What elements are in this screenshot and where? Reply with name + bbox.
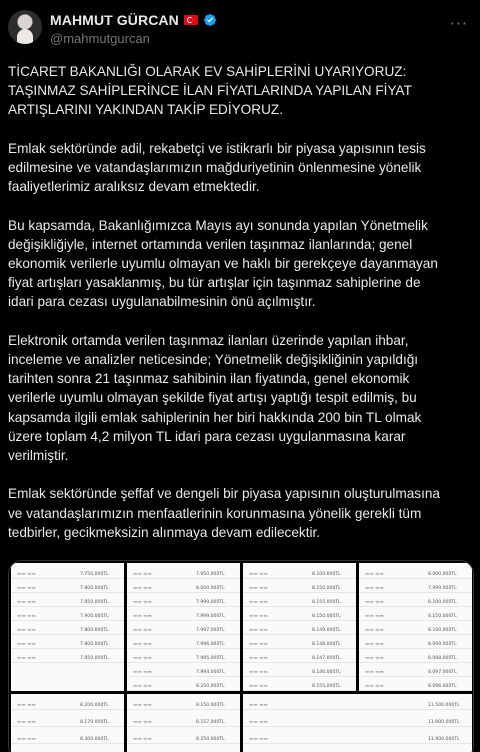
sheet-price-cell: 8.146.000TL — [312, 670, 341, 675]
author-name[interactable]: MAHMUT GÜRCAN — [50, 12, 179, 28]
sheet-row-divider — [11, 592, 124, 593]
media-image[interactable] — [11, 694, 124, 752]
sheet-price-cell: 11.500.000TL — [428, 703, 460, 708]
sheet-date-cell: ▬▬ ▬▬ — [249, 720, 268, 725]
sheet-row-divider — [359, 690, 472, 691]
sheet-price-cell: 8.100.000TL — [312, 572, 341, 577]
sheet-row-divider — [127, 743, 240, 744]
sheet-date-cell: ▬▬ ▬▬ — [17, 572, 36, 577]
media-image[interactable] — [11, 563, 124, 691]
media-image[interactable] — [127, 563, 240, 691]
sheet-row-divider — [127, 662, 240, 663]
sheet-date-cell: ▬▬ ▬▬ — [133, 703, 152, 708]
sheet-row-divider — [243, 634, 356, 635]
sheet-date-cell: ▬▬ ▬▬ — [249, 586, 268, 591]
tweet-text — [8, 62, 474, 561]
sheet-date-cell: ▬▬ ▬▬ — [17, 737, 36, 742]
sheet-price-cell: 11.900.000TL — [428, 737, 460, 742]
sheet-price-cell: 7.950.000TL — [196, 572, 225, 577]
sheet-date-cell: ▬▬ ▬▬ — [365, 614, 384, 619]
sheet-price-cell: 7.750.000TL — [80, 572, 109, 577]
sheet-price-cell: 7.994.000TL — [196, 670, 225, 675]
sheet-price-cell: 7.997.000TL — [196, 628, 225, 633]
sheet-date-cell: ▬▬ ▬▬ — [365, 600, 384, 605]
sheet-date-cell: ▬▬ ▬▬ — [249, 600, 268, 605]
sheet-date-cell: ▬▬ ▬▬ — [133, 720, 152, 725]
turkey-flag-icon — [184, 15, 198, 25]
sheet-row-divider — [243, 743, 472, 744]
tweet-paragraph: Emlak sektöründe şeffaf ve dengeli bir piyasa yapısının oluşturulmasına ve vatandaşlarımızın menfaatlerinin korunmasına yönelik gerekli tüm tedbirler, gecikmeksizin alınmaya devam edilecektir. — [8, 486, 440, 540]
sheet-price-cell: 7.850.000TL — [80, 656, 109, 661]
sheet-row-divider — [11, 709, 124, 710]
sheet-date-cell: ▬▬ ▬▬ — [249, 614, 268, 619]
sheet-row-divider — [243, 709, 472, 710]
sheet-price-cell: 8.100.000TL — [428, 600, 457, 605]
sheet-price-cell: 7.999.000TL — [428, 586, 457, 591]
sheet-price-cell: 8.170.000TL — [80, 720, 109, 725]
media-image[interactable] — [127, 694, 240, 752]
sheet-row-divider — [11, 726, 124, 727]
sheet-price-cell: 8.150.000TL — [312, 614, 341, 619]
sheet-date-cell: ▬▬ ▬▬ — [249, 684, 268, 689]
sheet-price-cell: 7.995.000TL — [196, 656, 225, 661]
sheet-date-cell: ▬▬ ▬▬ — [365, 572, 384, 577]
sheet-date-cell: ▬▬ ▬▬ — [17, 600, 36, 605]
sheet-date-cell: ▬▬ ▬▬ — [133, 628, 152, 633]
author-name-row — [50, 12, 217, 28]
sheet-row-divider — [243, 606, 356, 607]
sheet-date-cell: ▬▬ ▬▬ — [133, 586, 152, 591]
sheet-price-cell: 8.200.000TL — [80, 703, 109, 708]
tweet-paragraph: TİCARET BAKANLIĞI OLARAK EV SAHİPLERİNİ UYARIYORUZ: TAŞINMAZ SAHİPLERİNCE İLAN FİYATLARINDA YAPILAN FİYAT ARTIŞLARINI YAKINDAN TAKİP EDİYORUZ. — [8, 64, 412, 118]
sheet-price-cell: 8.150.000TL — [428, 614, 457, 619]
sheet-price-cell: 11.900.000TL — [428, 720, 460, 725]
sheet-price-cell: 8.100.000TL — [428, 628, 457, 633]
sheet-date-cell: ▬▬ ▬▬ — [365, 684, 384, 689]
tweet-header — [0, 0, 480, 52]
sheet-date-cell: ▬▬ ▬▬ — [365, 628, 384, 633]
sheet-date-cell: ▬▬ ▬▬ — [133, 600, 152, 605]
sheet-date-cell: ▬▬ ▬▬ — [17, 656, 36, 661]
sheet-price-cell: 8.097.000TL — [428, 670, 457, 675]
more-options-icon[interactable]: ··· — [449, 14, 468, 33]
sheet-row-divider — [243, 676, 356, 677]
sheet-row-divider — [359, 606, 472, 607]
sheet-price-cell: 8.150.000TL — [196, 703, 225, 708]
sheet-row-divider — [11, 743, 124, 744]
sheet-date-cell: ▬▬ ▬▬ — [133, 572, 152, 577]
sheet-row-divider — [243, 726, 472, 727]
tweet-paragraph: Emlak sektöründe adil, rekabetçi ve istikrarlı bir piyasa yapısının tesis edilmesine ve vatandaşlarımızın mağduriyetinin önlenmesine yönelik faaliyetlerimiz aralıksız devam etmektedir. — [8, 140, 426, 195]
sheet-row-divider — [127, 690, 240, 691]
sheet-row-divider — [127, 606, 240, 607]
sheet-row-divider — [11, 606, 124, 607]
sheet-row-divider — [359, 676, 472, 677]
sheet-row-divider — [127, 676, 240, 677]
sheet-date-cell: ▬▬ ▬▬ — [133, 737, 152, 742]
sheet-date-cell: ▬▬ ▬▬ — [17, 628, 36, 633]
sheet-price-cell: 7.800.000TL — [80, 628, 109, 633]
sheet-row-divider — [11, 578, 124, 579]
sheet-date-cell: ▬▬ ▬▬ — [17, 614, 36, 619]
sheet-date-cell: ▬▬ ▬▬ — [17, 720, 36, 725]
sheet-price-cell: 8.157.000TL — [196, 720, 225, 725]
sheet-date-cell: ▬▬ ▬▬ — [365, 670, 384, 675]
sheet-row-divider — [359, 648, 472, 649]
sheet-date-cell: ▬▬ ▬▬ — [249, 737, 268, 742]
media-image[interactable] — [243, 694, 472, 752]
sheet-date-cell: ▬▬ ▬▬ — [249, 670, 268, 675]
sheet-row-divider — [11, 648, 124, 649]
sheet-row-divider — [243, 578, 356, 579]
sheet-date-cell: ▬▬ ▬▬ — [133, 656, 152, 661]
sheet-price-cell: 7.996.000TL — [196, 642, 225, 647]
sheet-date-cell: ▬▬ ▬▬ — [133, 670, 152, 675]
sheet-price-cell: 8.149.000TL — [312, 628, 341, 633]
sheet-price-cell: 8.148.000TL — [312, 642, 341, 647]
sheet-row-divider — [127, 578, 240, 579]
sheet-row-divider — [359, 634, 472, 635]
sheet-row-divider — [359, 592, 472, 593]
sheet-row-divider — [127, 726, 240, 727]
sheet-date-cell: ▬▬ ▬▬ — [365, 642, 384, 647]
sheet-row-divider — [243, 662, 356, 663]
tweet-paragraph: Elektronik ortamda verilen taşınmaz ilanları üzerinde yapılan ihbar, inceleme ve analizler neticesinde; Yönetmelik değişikliğinin yapıldığı tarihten sonra 21 taşınmaz sahibinin ilan fiyatında, genel ekonomik verilerle uyumlu olmayan şekilde fiyat artışı yaptığı tespit edilmiş, bu kapsamda ilgili emlak sahiplerinin her biri hakkında 200 bin TL olmak üzere toplam 4,2 milyon TL idari para cezası uygulanmasına karar verilmiştir. — [8, 332, 422, 464]
sheet-price-cell: 7.999.000TL — [196, 614, 225, 619]
sheet-row-divider — [127, 620, 240, 621]
sheet-date-cell: ▬▬ ▬▬ — [365, 586, 384, 591]
sheet-price-cell: 8.300.000TL — [80, 737, 109, 742]
sheet-date-cell: ▬▬ ▬▬ — [17, 586, 36, 591]
sheet-price-cell: 7.800.000TL — [80, 642, 109, 647]
sheet-row-divider — [243, 620, 356, 621]
sheet-row-divider — [127, 592, 240, 593]
sheet-price-cell: 8.000.000TL — [428, 572, 457, 577]
sheet-date-cell: ▬▬ ▬▬ — [17, 703, 36, 708]
author-handle[interactable]: @mahmutgurcan — [50, 31, 150, 46]
sheet-price-cell: 8.155.000TL — [312, 600, 341, 605]
sheet-price-cell: 8.000.000TL — [196, 586, 225, 591]
sheet-date-cell: ▬▬ ▬▬ — [133, 684, 152, 689]
sheet-date-cell: ▬▬ ▬▬ — [249, 642, 268, 647]
tweet-paragraph: Bu kapsamda, Bakanlığımızca Mayıs ayı sonunda yapılan Yönetmelik değişikliğiyle, internet ortamında verilen taşınmaz ilanlarında; genel ekonomik verilerle uyumlu olmayan ve haklı bir gerekçeye dayanmayan fiyat artışları yasaklanmış, bu tür artışlar için taşınmaz sahiplerine de idari para cezası uygulanabilmesinin önü açılmıştır. — [8, 217, 438, 310]
sheet-date-cell: ▬▬ ▬▬ — [249, 656, 268, 661]
sheet-date-cell: ▬▬ ▬▬ — [249, 572, 268, 577]
sheet-row-divider — [359, 578, 472, 579]
sheet-price-cell: 8.098.000TL — [428, 656, 457, 661]
verified-badge-icon — [203, 13, 217, 27]
sheet-row-divider — [127, 634, 240, 635]
media-attachments[interactable] — [8, 560, 474, 752]
sheet-price-cell: 8.250.000TL — [196, 737, 225, 742]
media-image[interactable] — [243, 563, 356, 691]
sheet-date-cell: ▬▬ ▬▬ — [133, 614, 152, 619]
sheet-row-divider — [243, 592, 356, 593]
sheet-date-cell: ▬▬ ▬▬ — [365, 656, 384, 661]
media-image[interactable] — [359, 563, 472, 691]
sheet-row-divider — [243, 648, 356, 649]
sheet-row-divider — [359, 662, 472, 663]
sheet-date-cell: ▬▬ ▬▬ — [133, 642, 152, 647]
sheet-price-cell: 8.250.000TL — [196, 684, 225, 689]
sheet-row-divider — [11, 634, 124, 635]
sheet-row-divider — [127, 648, 240, 649]
sheet-price-cell: 8.099.000TL — [428, 642, 457, 647]
sheet-row-divider — [359, 620, 472, 621]
sheet-date-cell: ▬▬ ▬▬ — [17, 642, 36, 647]
avatar[interactable] — [8, 10, 42, 44]
sheet-price-cell: 8.155.000TL — [312, 684, 341, 689]
sheet-row-divider — [11, 620, 124, 621]
sheet-price-cell: 8.150.000TL — [312, 586, 341, 591]
sheet-price-cell: 8.096.000TL — [428, 684, 457, 689]
sheet-date-cell: ▬▬ ▬▬ — [249, 628, 268, 633]
sheet-price-cell: 7.999.000TL — [196, 600, 225, 605]
sheet-row-divider — [11, 662, 124, 663]
sheet-price-cell: 8.147.000TL — [312, 656, 341, 661]
sheet-date-cell: ▬▬ ▬▬ — [249, 703, 268, 708]
sheet-price-cell: 7.900.000TL — [80, 614, 109, 619]
sheet-row-divider — [243, 690, 356, 691]
sheet-row-divider — [127, 709, 240, 710]
sheet-price-cell: 7.800.000TL — [80, 586, 109, 591]
sheet-price-cell: 7.850.000TL — [80, 600, 109, 605]
